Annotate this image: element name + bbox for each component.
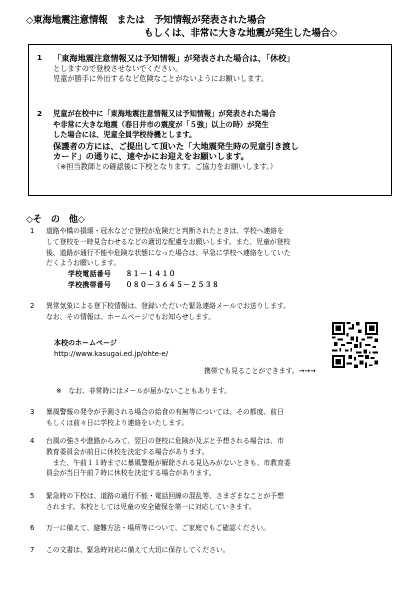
school-mobile: [68, 280, 400, 291]
other-item-3: [30, 407, 400, 429]
school-phone: [68, 269, 400, 280]
item-line: 後、道路が通行不能や危険な状態になった場合は、早急に学校へ連絡をしていた: [46, 248, 291, 257]
item-number: 7: [30, 546, 35, 554]
item2-line: （※担当教師との確認後に下校となります。ご協力をお願いします。）: [53, 161, 278, 171]
item-line: 緊急時の下校は、道路の通行不能・電話回線の混乱等、さまざまなことが予想: [46, 492, 284, 500]
item-line: して登校を一時見合わせるなどの適切な配慮をお願いします。また、児童が登校: [46, 237, 291, 246]
other-item-5: [30, 491, 400, 513]
item1-line: 「東海地震注意情報又は予知情報」が発表された場合は、「休校」: [53, 53, 295, 63]
item-number: 6: [30, 524, 35, 532]
mobile-access-note: 携帯でも見ることができます。→→→: [204, 367, 316, 375]
item-number: 1: [30, 227, 35, 235]
mail-notice: ※ なお、非常時にはメールが届かないこともあります。: [56, 387, 231, 395]
other-item-2: [30, 301, 400, 323]
earthquake-instructions-box: [28, 44, 392, 196]
homepage-url[interactable]: http://www.kasugai.ed.jp/ohte-e/: [54, 350, 169, 358]
item-line: なお、その情報は、ホームページでもお知らせします。: [46, 312, 216, 321]
other-item-6: [30, 523, 400, 534]
instruction-item-1: [37, 53, 385, 85]
item2-line: カード」の通りに、速やかにお迎えをお願いします。: [53, 151, 249, 161]
item-line: 異常気象による登下校情報は、登録いただいた緊急連絡メールでお送りします。: [46, 302, 291, 310]
instruction-item-2: [37, 109, 385, 172]
phone-number: ８１－１４１０: [125, 270, 176, 279]
item-line: この文書は、緊急時対応に備えて大切に保存してください。: [46, 546, 230, 554]
item-line: 暴風警報の発令が予測される場合の給食の有無等については、その都度、前日: [46, 408, 284, 416]
earthquake-section-heading: [26, 14, 337, 40]
item2-line: 保護者の方には、ご提出して頂いた「大地震発生時の児童引き渡し: [53, 140, 299, 151]
item-number: 1: [37, 53, 43, 62]
item-number: 2: [37, 109, 43, 118]
heading-line-2: もしくは、非常に大きな地震が発生した場合◇: [144, 28, 338, 39]
item-line: 道路や橋の損壊・冠水などで登校が危険だと判断されたときは、学校へ連絡を: [46, 227, 284, 235]
item2-line: した場合には、児童全員学校待機とします。: [53, 130, 197, 139]
heading-line-1: ◇東海地震注意情報 または 予知情報が発表された場合: [26, 15, 266, 26]
qr-code-icon[interactable]: [332, 322, 378, 368]
item-line: されます。本校としては児童の安全確保を第一に対応していきます。: [46, 502, 256, 511]
item-line: 教育委員会が前日に休校を決定する場合があります。: [46, 447, 209, 456]
other-item-7: [30, 545, 400, 556]
item-number: 3: [30, 408, 35, 416]
item-line: 台風の強さや進路からみて、翌日の登校に危険が及ぶと予想される場合は、市: [46, 437, 284, 445]
homepage-title: 本校のホームページ: [54, 339, 117, 347]
item-number: 5: [30, 492, 35, 500]
mobile-number: ０８０－３６４５－２５３８: [125, 280, 220, 289]
item-number: 4: [30, 437, 35, 445]
mobile-label: 学校携帯番号: [68, 280, 112, 289]
phone-label: 学校電話番号: [68, 270, 112, 279]
item-line: もしくは前々日に学校より連絡をいたします。: [46, 418, 189, 427]
item2-line: や非常に大きな地震（春日井市の震度が「５強」以上の時）が発生: [53, 119, 269, 129]
other-item-4: [30, 436, 400, 479]
other-section-heading: ◇そ の 他◇: [26, 215, 85, 225]
item1-line: としますので登校させないでください。: [53, 63, 183, 73]
other-item-1: [30, 226, 400, 291]
item1-line: 児童が勝手に外出するなど危険なことがないようにお願いします。: [53, 74, 269, 83]
item-number: 2: [30, 302, 35, 310]
item2-line: 児童が在校中に「東海地震注意情報又は予知情報」が発表された場合: [53, 109, 276, 118]
item-line: 万一に備えて、避難方法・場所等について、ご家庭でもご確認ください。: [46, 524, 270, 532]
item-line: 員会が当日午前７時に休校を決定する場合があります。: [46, 469, 216, 478]
homepage-block: [54, 338, 168, 360]
item-line: また、午前１１時までに暴風警報が解除される見込みがないときも、市教育委: [46, 458, 291, 467]
item-line: だくようお願いします。: [46, 259, 121, 268]
